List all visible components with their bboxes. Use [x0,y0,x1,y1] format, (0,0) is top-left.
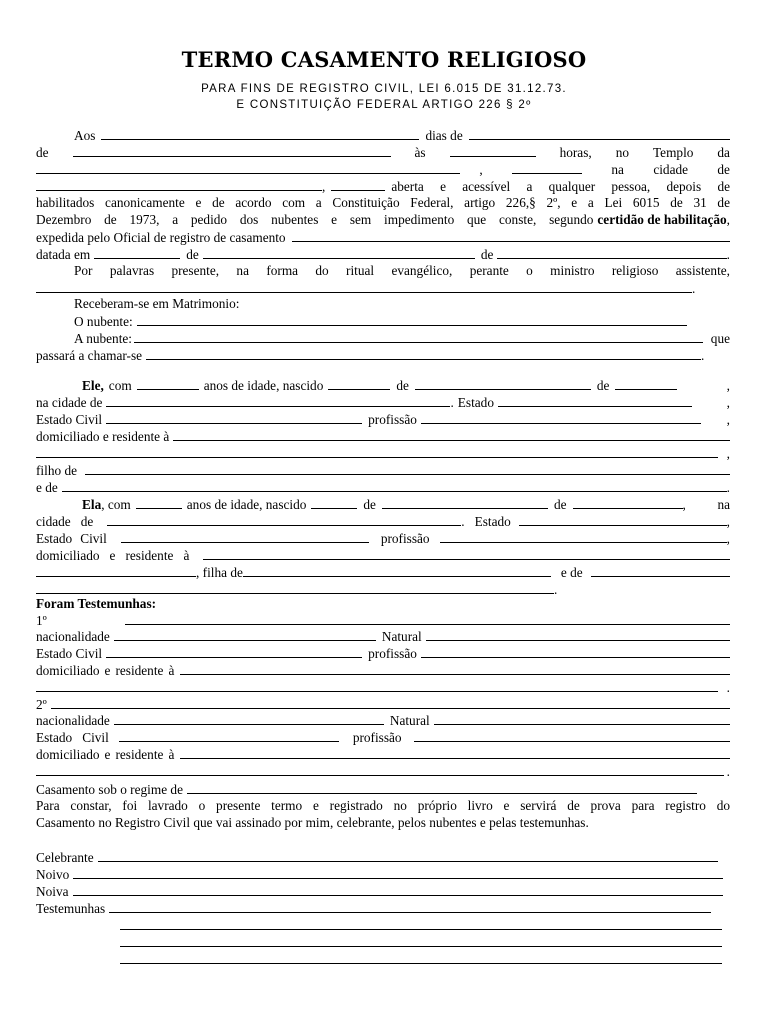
label-de: de [396,378,409,393]
text-aberta: aberta e acessível a qualquer pessoa, depois de [391,179,730,194]
sig-testemunha-3 [36,934,730,951]
field-datada-mes[interactable] [203,246,475,259]
label-profissao: profissão [352,730,402,745]
label-na: na [611,162,624,177]
label-a-nubente: A nubente: [74,331,132,346]
field-ele-nasc-ano[interactable] [615,377,677,390]
field-ele-profissao[interactable] [421,411,701,424]
field-ela-mae-cont[interactable] [36,581,554,594]
period: . [726,680,730,695]
label-e: e [104,747,111,762]
label-profissao: profissão [368,412,417,427]
field-t2-estado-civil[interactable] [119,729,339,742]
field-novo-nome[interactable] [146,347,701,360]
label-a: à [168,663,175,678]
nubente-a-line [36,330,730,347]
field-ela-cidade[interactable] [107,513,461,526]
field-city[interactable] [36,178,322,191]
label-noivo: Noivo [36,867,70,882]
label-nacionalidade: nacionalidade [36,713,110,728]
field-ele-endereco[interactable] [173,428,730,441]
field-nubente-a[interactable] [134,330,703,343]
label-testemunha-2: 2º [36,697,47,712]
label-de: de [596,378,610,393]
intro-line-1 [36,127,730,144]
intro-line-3 [36,161,730,178]
label-filha-de: , filha de [196,565,243,580]
label-e: e [104,663,111,678]
label-de: de [480,247,494,262]
label-a: à [183,548,190,563]
label-de: de [553,497,567,512]
label-cidade: cidade [36,514,71,529]
comma: , [726,446,730,461]
comma: , [726,514,730,529]
label-estado: Estado [36,730,73,745]
label-ela: Ela [82,497,102,512]
label-residente: residente [115,747,164,762]
field-datada-dia[interactable] [94,246,180,259]
testemunhas-heading: Foram Testemunhas: [36,596,157,611]
sig-noiva [36,883,730,900]
field-ele-estado[interactable] [498,394,692,407]
label-civil: Civil [80,531,107,546]
field-t2-endereco[interactable] [180,746,730,759]
field-ela-nasc-ano[interactable] [573,496,683,509]
field-sig-celebrante[interactable] [98,849,718,862]
field-t1-natural[interactable] [426,628,730,641]
period: . [701,348,705,363]
field-t1-endereco-cont[interactable] [36,679,718,692]
field-ela-nasc-dia[interactable] [311,496,357,509]
comma: , [322,179,326,194]
label-da: da [717,145,730,160]
label-de: de [36,145,49,160]
regime-line [36,781,730,798]
label-estado: Estado [474,514,511,529]
t1-line-0 [36,612,730,629]
sig-testemunhas [36,900,730,917]
closing-line-2: Casamento no Registro Civil que vai assinado por mim, celebrante, pelos nubentes e pelas testemunhas. [36,815,589,830]
field-t1-nome[interactable] [125,612,730,625]
label-na-cidade-de: na cidade de [36,395,103,410]
label-o-nubente: O nubente: [74,314,133,329]
intro-line-8 [36,246,730,263]
t2-line-4 [36,763,730,780]
field-day[interactable] [101,127,419,140]
period: . [554,582,558,597]
ela-line-5 [36,564,730,581]
label-celebrante: Celebrante [36,850,94,865]
text-anos: anos de idade, nascido [186,497,307,512]
comma: , [682,497,686,512]
ele-line-5 [36,445,730,462]
field-ele-nasc-mes[interactable] [415,377,591,390]
text-dezembro: Dezembro de 1973, a pedido dos nubentes e sem impedimento que conste, segundo [36,212,594,227]
label-regime: Casamento sob o regime de [36,782,183,797]
t1-line-2 [36,645,730,662]
ela-line-4 [36,547,730,564]
ela-line-3 [36,530,730,547]
label-a: à [168,747,175,762]
field-regime[interactable] [187,781,697,794]
label-que: que [710,331,730,346]
field-ele-mae[interactable] [62,479,727,492]
label-filho-de: filho de [36,463,77,478]
document-subtitle-law: PARA FINS DE REGISTRO CIVIL, LEI 6.015 DE 31.12.73. [201,83,567,95]
period: . [726,764,730,779]
intro-line-5: habilitados canonicamente e de acordo com a Constituição Federal, artigo 226,§ 2º, e a Lei 6015 de 31 de [36,195,730,210]
period: . [450,395,454,410]
field-ele-idade[interactable] [137,377,199,390]
label-residente: residente [125,548,174,563]
t2-line-0 [36,696,730,713]
field-ela-estado-civil[interactable] [121,530,369,543]
label-e-de: e de [36,480,58,495]
field-ele-estado-civil[interactable] [106,411,362,424]
label-na: na [717,497,730,512]
field-sig-testemunha-1[interactable] [109,900,711,913]
intro-line-7 [36,229,730,246]
label-testemunhas: Testemunhas [36,901,106,916]
field-temple-name[interactable] [36,161,460,174]
period: . [461,514,465,529]
ele-line-6 [36,462,730,479]
label-e-de: e de [560,565,583,580]
label-de-city: de [717,162,730,177]
label-civil: Civil [82,730,109,745]
intro-line-6 [36,212,730,229]
field-sig-testemunha-4[interactable] [120,951,722,964]
t1-line-3 [36,662,730,679]
label-as: às [414,145,426,160]
label-templo: Templo [652,145,694,160]
intro-line-4 [36,178,730,195]
field-month[interactable] [469,127,730,140]
label-estado-civil: Estado Civil [36,646,103,661]
testemunhas-heading-line [36,596,730,613]
field-time[interactable] [450,144,536,157]
label-horas: horas, [559,145,592,160]
field-t1-nacionalidade[interactable] [114,628,376,641]
receberam-line [36,296,730,313]
field-ela-mae[interactable] [591,564,730,577]
comma: , [726,531,730,546]
field-ela-pai[interactable] [243,564,551,577]
label-aos: Aos [74,128,96,143]
field-temple-number[interactable] [512,161,582,174]
field-state[interactable] [331,178,385,191]
nubente-line [36,313,730,330]
label-no: no [615,145,629,160]
t2-line-3 [36,746,730,763]
sig-testemunha-2 [36,917,730,934]
field-ela-endereco-cont[interactable] [36,564,196,577]
label-de: de [186,247,199,262]
chamar-line [36,347,730,364]
comma: , [726,412,730,427]
comma: , [479,162,483,177]
comma: , [726,395,730,410]
label-de: de [80,514,94,529]
field-ela-estado[interactable] [519,513,727,526]
field-ele-nasc-dia[interactable] [328,377,390,390]
label-dias-de: dias de [425,128,463,143]
field-ministro[interactable] [36,280,692,293]
label-nacionalidade: nacionalidade [36,629,110,644]
sig-testemunha-4 [36,951,730,968]
field-ela-nasc-mes[interactable] [382,496,548,509]
field-ela-idade[interactable] [136,496,182,509]
field-t1-estado-civil[interactable] [106,645,362,658]
ele-line-1 [36,377,730,394]
ele-line-4 [36,428,730,445]
field-t1-endereco[interactable] [180,662,730,675]
label-com: , com [101,497,131,512]
t2-line-2 [36,729,730,746]
label-residente: residente [115,663,164,678]
field-datada-ano[interactable] [497,246,726,259]
field-t2-nome[interactable] [51,696,730,709]
document-subtitle-constitution: E CONSTITUIÇÃO FEDERAL ARTIGO 226 § 2º [236,99,532,111]
comma: , [726,212,730,227]
label-passara: passará a chamar-se [36,348,143,363]
label-de: de [363,497,376,512]
field-nubente[interactable] [137,313,687,326]
field-ele-pai[interactable] [85,462,730,475]
label-domiciliado: domiciliado e residente à [36,429,170,444]
field-ela-profissao[interactable] [440,530,727,543]
text-anos: anos de idade, nascido [203,378,324,393]
intro-line-2 [36,144,730,161]
intro-line-10 [36,280,730,297]
t1-line-4 [36,679,730,696]
text-expedida: expedida pelo Oficial de registro de casamento [36,230,286,245]
t1-line-1 [36,628,730,645]
sig-celebrante [36,849,730,866]
field-year[interactable] [73,144,391,157]
field-ele-cidade[interactable] [106,394,450,407]
label-noiva: Noiva [36,884,69,899]
label-domiciliado: domiciliado [36,663,100,678]
ele-line-7 [36,479,730,496]
text-certidao: certidão de habilitação [597,212,727,227]
period: . [692,281,696,296]
field-oficial[interactable] [292,229,730,242]
field-ele-endereco-cont[interactable] [36,445,718,458]
field-t1-profissao[interactable] [421,645,730,658]
label-ele: Ele, [82,378,104,393]
label-natural: Natural [389,713,430,728]
field-sig-noiva[interactable] [73,883,723,896]
label-cidade: cidade [653,162,689,177]
label-domiciliado: domiciliado [36,548,100,563]
document-title: TERMO CASAMENTO RELIGIOSO [181,47,587,72]
comma: , [726,378,730,393]
field-t2-nacionalidade[interactable] [114,712,384,725]
intro-line-9: Por palavras presente, na forma do ritual evangélico, perante o ministro religioso assistente, [74,263,730,278]
label-testemunha-1: 1º [36,613,47,628]
label-domiciliado: domiciliado [36,747,100,762]
period: . [726,247,730,262]
field-t2-endereco-cont[interactable] [36,763,724,776]
label-estado: Estado [457,395,494,410]
field-t2-natural[interactable] [434,712,730,725]
label-natural: Natural [381,629,422,644]
field-t2-profissao[interactable] [414,729,730,742]
field-sig-noivo[interactable] [73,866,723,879]
field-sig-testemunha-3[interactable] [120,934,722,947]
sig-noivo [36,866,730,883]
ela-line-1 [36,496,730,513]
label-datada-em: datada em [36,247,91,262]
field-sig-testemunha-2[interactable] [120,917,722,930]
ele-line-2 [36,394,730,411]
label-profissao: profissão [368,646,417,661]
label-estado-civil: Estado Civil [36,412,103,427]
label-e: e [109,548,116,563]
closing-line-1: Para constar, foi lavrado o presente termo e registrado no próprio livro e servirá de prova para registro do [36,798,730,813]
label-com: com [108,378,132,393]
period: . [726,480,730,495]
ele-line-3 [36,411,730,428]
label-estado: Estado [36,531,73,546]
label-profissao: profissão [380,531,430,546]
field-ela-endereco[interactable] [203,547,730,560]
text-receberam: Receberam-se em Matrimonio: [74,296,240,311]
ela-line-2 [36,513,730,530]
t2-line-1 [36,712,730,729]
